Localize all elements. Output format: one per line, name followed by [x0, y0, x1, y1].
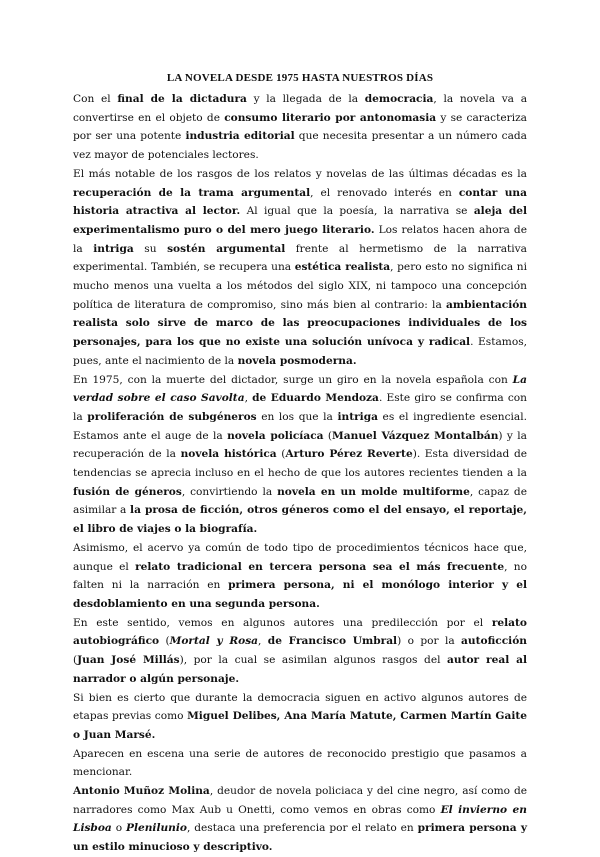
- paragraph-text: ), por la cual se asimilan algunos rasgos del: [179, 654, 448, 667]
- emphasis-text: estética realista: [294, 261, 391, 274]
- paragraph-text: ). Esta diversidad de tendencias se aprecia incluso en el hecho de que los autores recientes tienden a la: [73, 448, 527, 480]
- paragraph-text: , la novela va a convertirse en el objeto de: [73, 93, 528, 124]
- paragraph: [73, 539, 527, 614]
- emphasis-text: Manuel Vázquez Montalbán: [332, 429, 499, 442]
- paragraph-text: El más notable de los rasgos de los relatos y novelas de las últimas décadas es la: [73, 167, 527, 180]
- paragraph-text: (: [323, 429, 333, 442]
- paragraph-text: , destaca una preferencia por el relato en: [186, 822, 418, 835]
- paragraph: [73, 782, 527, 857]
- paragraph-text: . Este giro se confirma con la: [73, 392, 528, 423]
- paragraph-text: que necesita presentar a un número cada vez mayor de potenciales lectores.: [73, 130, 527, 162]
- emphasis-text: la prosa de ficción, otros géneros como el del ensayo, el reportaje, el libro de viajes o la biografía.: [73, 504, 527, 536]
- emphasis-text: Mortal y Rosa: [169, 635, 259, 648]
- paragraph-text: (: [276, 448, 286, 461]
- paragraph-text: ,: [244, 392, 253, 405]
- emphasis-text: primera persona y un estilo minucioso y descriptivo.: [73, 822, 527, 854]
- emphasis-text: industria editorial: [185, 130, 295, 143]
- paragraph-text: , el renovado interés en: [310, 186, 459, 199]
- paragraph-text: , capaz de asimilar a: [73, 485, 527, 517]
- emphasis-text: democracia: [364, 93, 434, 105]
- emphasis-text: novela en un molde multiforme: [277, 485, 470, 498]
- paragraph-text: y se caracteriza por ser una potente: [73, 111, 527, 143]
- paragraph-text: , no falten ni la narración en: [73, 560, 527, 592]
- emphasis-text: proliferación de subgéneros: [87, 410, 257, 423]
- emphasis-text: Antonio Muñoz Molina: [73, 785, 210, 798]
- emphasis-text: sostén argumental: [167, 242, 286, 255]
- paragraph-text: En este sentido, vemos en algunos autores una predilección por el: [73, 616, 492, 629]
- emphasis-text: Juan José Millás: [77, 654, 180, 667]
- emphasis-text: intriga: [93, 242, 134, 255]
- paragraph-text: Al igual que la poesía, la narrativa se: [240, 205, 474, 218]
- paragraph-text: , pero esto no significa ni mucho menos una vuelta a los métodos del siglo XIX, ni tampoco una concepción política de literatura de compromiso, sino más bien al contrario: la: [73, 261, 527, 311]
- emphasis-text: novela policíaca: [227, 429, 324, 442]
- emphasis-text: recuperación de la trama argumental: [73, 186, 311, 199]
- emphasis-text: final de la dictadura: [117, 93, 247, 105]
- emphasis-text: novela histórica: [180, 448, 277, 461]
- document-title: LA NOVELA DESDE 1975 HASTA NUESTROS DÍAS: [166, 72, 434, 84]
- paragraph-text: o: [111, 822, 126, 835]
- document-body: [73, 90, 527, 857]
- paragraph-text: ,: [258, 635, 268, 648]
- paragraph-text: su: [133, 242, 168, 255]
- paragraph-text: Asimismo, el acervo ya común de todo tipo de procedimientos técnicos hace que, aunque el: [73, 541, 527, 573]
- emphasis-text: primera persona, ni el monólogo interior y el desdoblamiento en una segunda persona.: [73, 579, 527, 610]
- paragraph-text: , convirtiendo la: [181, 485, 278, 498]
- paragraph: [73, 371, 527, 539]
- paragraph-text: y la llegada de la: [246, 93, 365, 105]
- emphasis-text: aleja del experimentalismo puro o del mero juego literario.: [73, 205, 528, 236]
- emphasis-text: El invierno en Lisboa: [73, 803, 527, 835]
- emphasis-text: relato autobiográfico: [73, 616, 527, 648]
- paragraph-text: . Estamos, pues, ante el nacimiento de la: [73, 336, 527, 367]
- emphasis-text: autoficción: [461, 635, 527, 648]
- paragraph-text: En 1975, con la muerte del dictador, surge un giro en la novela española con: [73, 373, 513, 386]
- paragraph: [73, 745, 527, 782]
- paragraph-text: Si bien es cierto que durante la democracia siguen en activo algunos autores de etapas previas como: [73, 691, 527, 723]
- emphasis-text: Arturo Pérez Reverte: [285, 448, 413, 461]
- emphasis-text: fusión de géneros: [73, 485, 182, 498]
- emphasis-text: intriga: [337, 410, 378, 423]
- paragraph: [73, 165, 527, 371]
- emphasis-text: La verdad sobre el caso Savolta: [73, 373, 527, 405]
- paragraph-text: (: [159, 635, 170, 648]
- emphasis-text: autor real al narrador o algún personaje.: [73, 654, 527, 685]
- emphasis-text: novela posmoderna.: [237, 354, 357, 367]
- emphasis-text: de Francisco Umbral: [267, 635, 398, 648]
- paragraph-text: Con el: [73, 93, 118, 105]
- emphasis-text: consumo literario por antonomasia: [224, 111, 437, 124]
- paragraph-text: en los que la: [256, 410, 338, 423]
- paragraph-text: frente al hermetismo de la narrativa experimental. También, se recupera una: [73, 242, 527, 274]
- emphasis-text: contar una historia atractiva al lector.: [73, 186, 527, 218]
- paragraph: [73, 689, 527, 745]
- paragraph: [73, 90, 527, 165]
- paragraph-text: es el ingrediente esencial. Estamos ante el auge de la: [73, 410, 527, 442]
- paragraph-text: Aparecen en escena una serie de autores de reconocido prestigio que pasamos a mencionar.: [73, 747, 527, 779]
- emphasis-text: relato tradicional en tercera persona sea el más frecuente: [135, 560, 505, 573]
- paragraph: [73, 614, 527, 689]
- paragraph-text: , deudor de novela policiaca y del cine negro, así como de narradores como Max Aub u Onetti, como vemos en obras como: [73, 785, 527, 816]
- paragraph-text: ) o por la: [397, 635, 462, 648]
- paragraph-text: (: [73, 654, 78, 667]
- emphasis-text: Plenilunio: [125, 822, 187, 835]
- emphasis-text: Miguel Delibes, Ana María Matute, Carmen Martín Gaite o Juan Marsé.: [73, 710, 527, 741]
- emphasis-text: de Eduardo Mendoza: [252, 392, 379, 405]
- emphasis-text: ambientación realista solo sirve de marco de las preocupaciones individuales de los personajes, para los que no existe una solución unívoca y radical: [73, 298, 527, 349]
- paragraph-text: Los relatos hacen ahora de la: [73, 223, 527, 255]
- paragraph-text: ) y la recuperación de la: [73, 429, 527, 461]
